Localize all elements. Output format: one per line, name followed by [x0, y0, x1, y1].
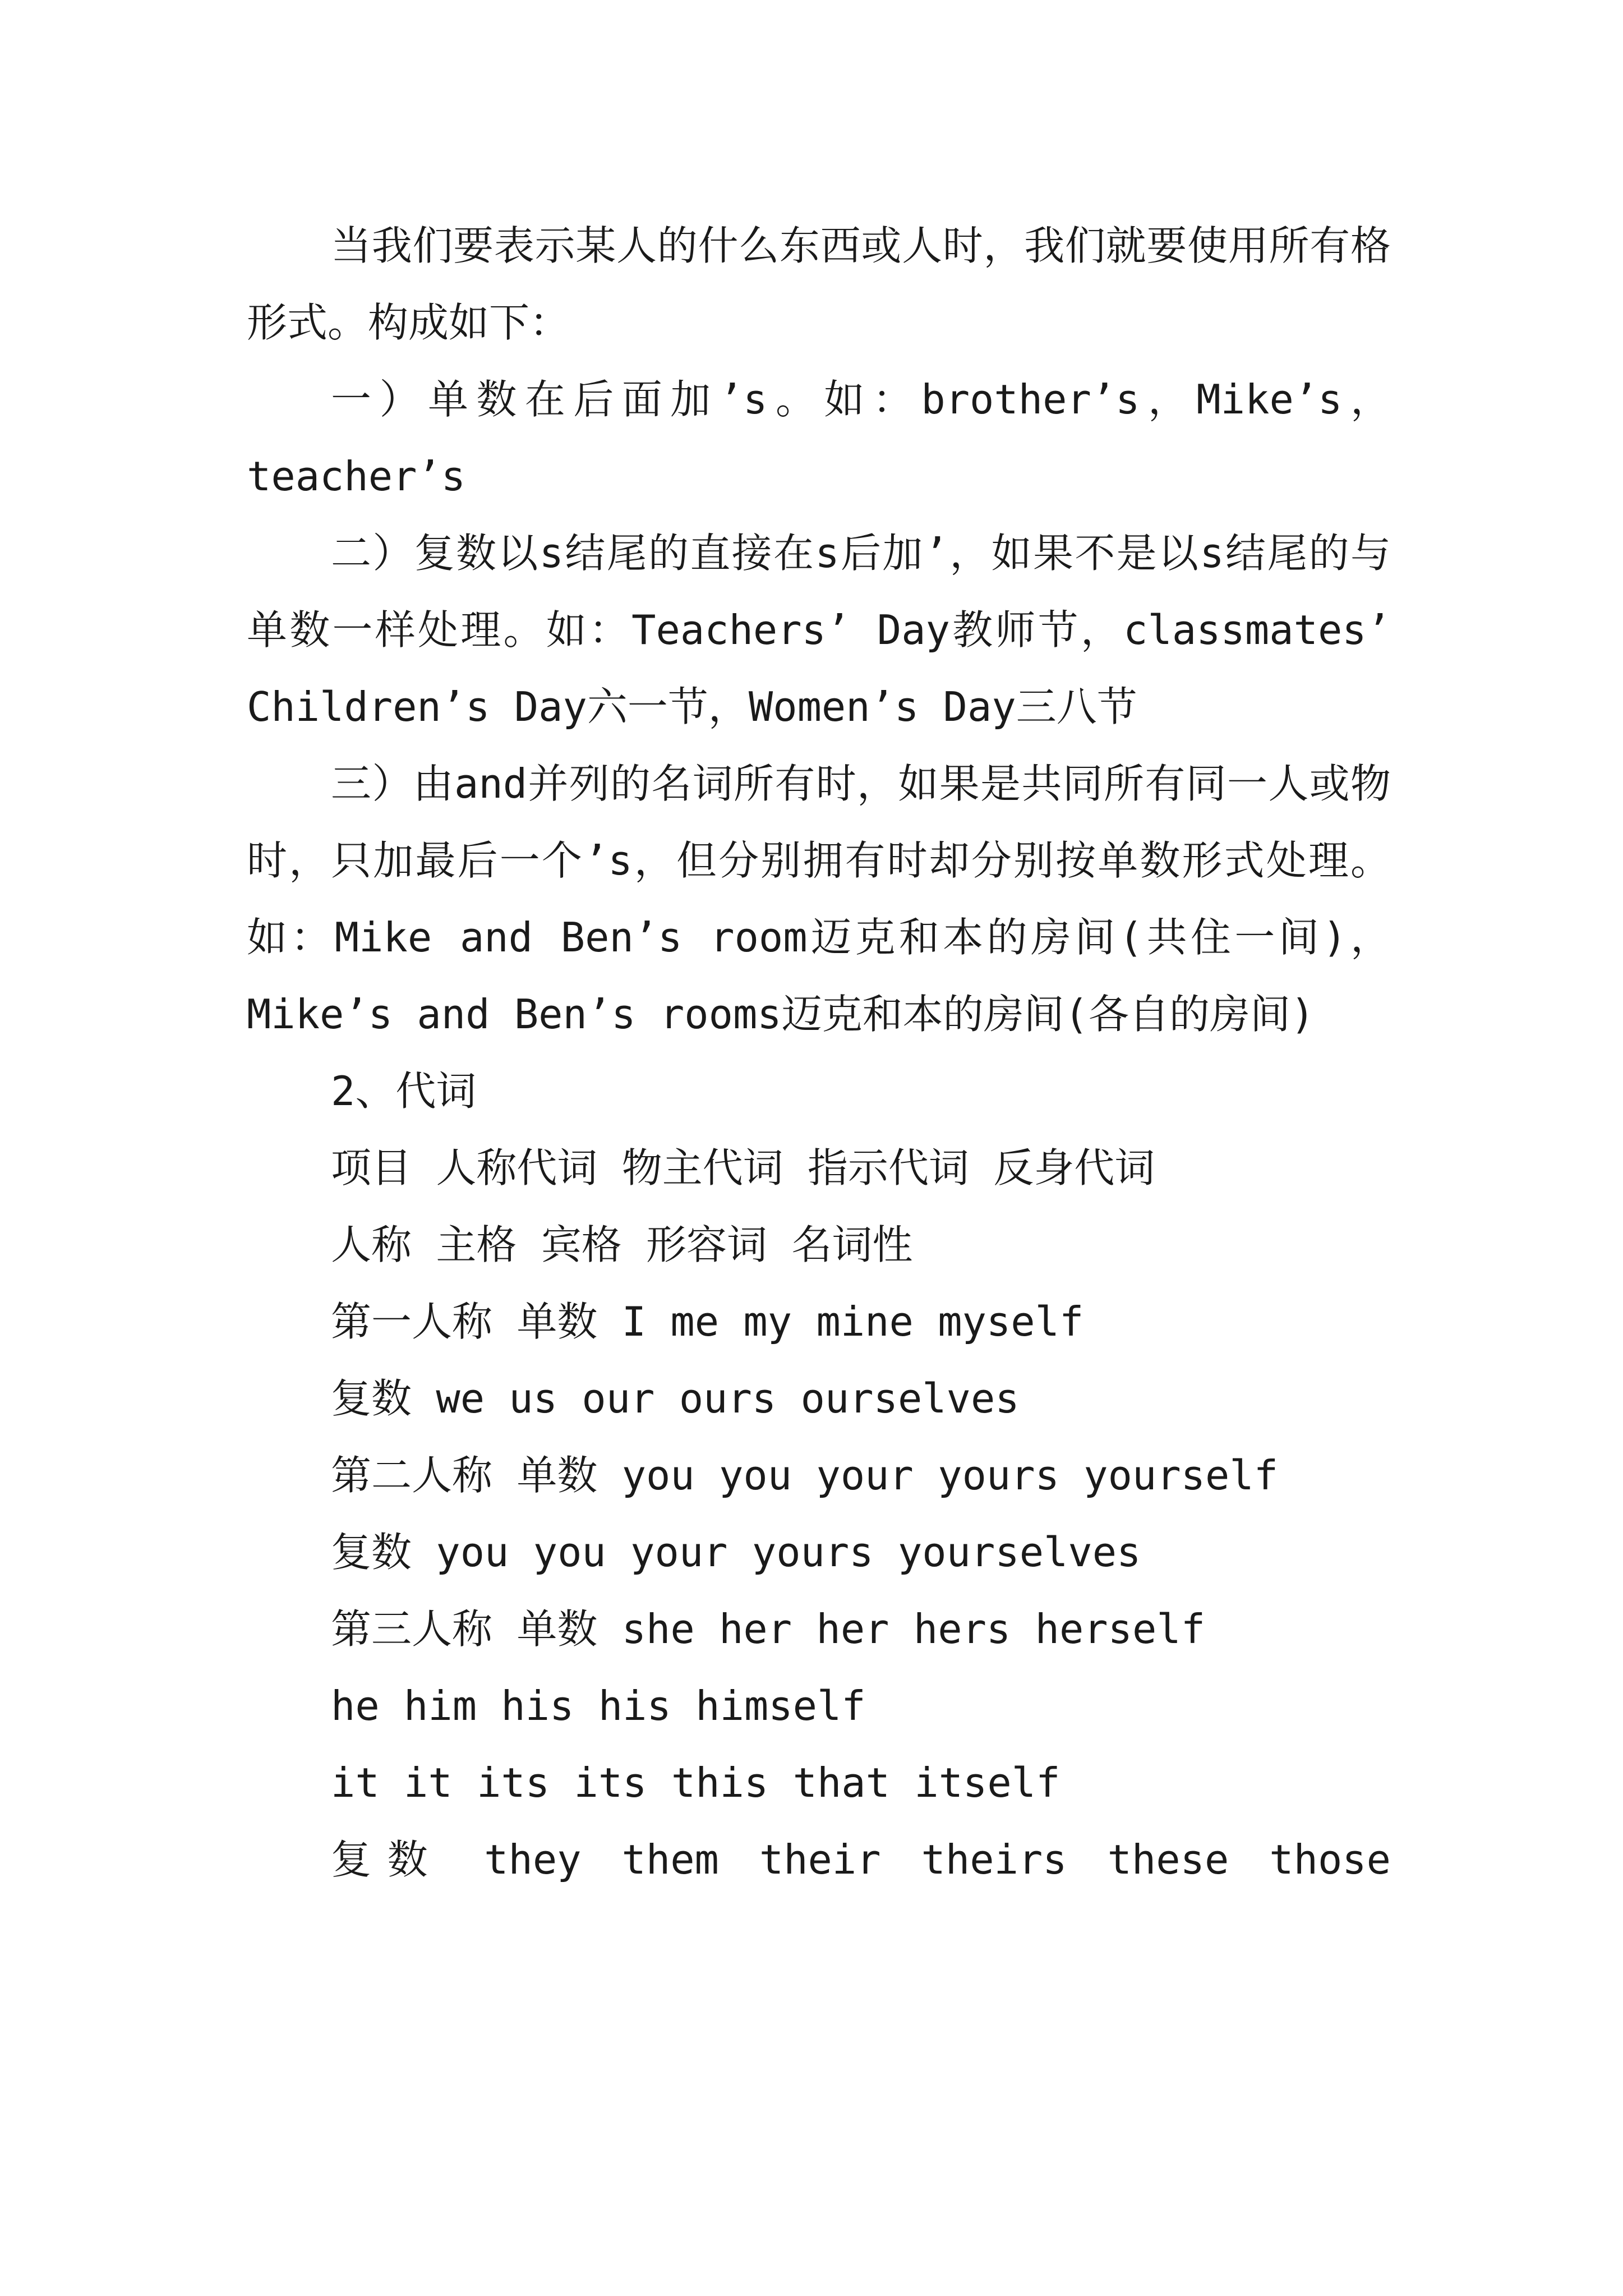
table-line-first-singular: 第一人称 单数 I me my mine myself — [331, 1298, 1084, 1345]
paragraph-rule-singular: 一）单数在后面加’s。如：brother’s，Mike’s，teacher’s — [247, 376, 1391, 500]
table-line-third-singular-he: he him his his himself — [331, 1682, 866, 1729]
paragraph-possessive-intro: 当我们要表示某人的什么东西或人时，我们就要使用所有格形式。构成如下： — [247, 222, 1391, 346]
table-line-first-plural: 复数 we us our ours ourselves — [331, 1375, 1020, 1422]
section-title-pronouns: 2、代词 — [331, 1068, 477, 1115]
table-line-third-plural: 复数 they them their theirs these those — [331, 1836, 1391, 1883]
table-line-second-plural: 复数 you you your yours yourselves — [331, 1529, 1141, 1576]
document-body — [247, 208, 1391, 1898]
table-line-second-singular: 第二人称 单数 you you your yours yourself — [331, 1452, 1279, 1499]
table-line-columns: 人称 主格 宾格 形容词 名词性 — [331, 1221, 913, 1268]
paragraph-rule-plural: 二）复数以s结尾的直接在s后加’，如果不是以s结尾的与单数一样处理。如：Teachers’ Day教师节，classmates’ Children’s Day六一节，Women’s Day三八节 — [247, 530, 1391, 730]
table-line-third-singular-it: it it its its this that itself — [331, 1759, 1061, 1806]
table-line-header: 项目 人称代词 物主代词 指示代词 反身代词 — [331, 1144, 1155, 1191]
paragraph-rule-and: 三）由and并列的名词所有时，如果是共同所有同一人或物时，只加最后一个’s，但分别拥有时却分别按单数形式处理。如：Mike and Ben’s room迈克和本的房间(共住一间)，Mike’s and Ben’s rooms迈克和本的房间(各自的房间) — [247, 760, 1391, 1038]
table-line-third-singular-she: 第三人称 单数 she her her hers herself — [331, 1605, 1206, 1653]
